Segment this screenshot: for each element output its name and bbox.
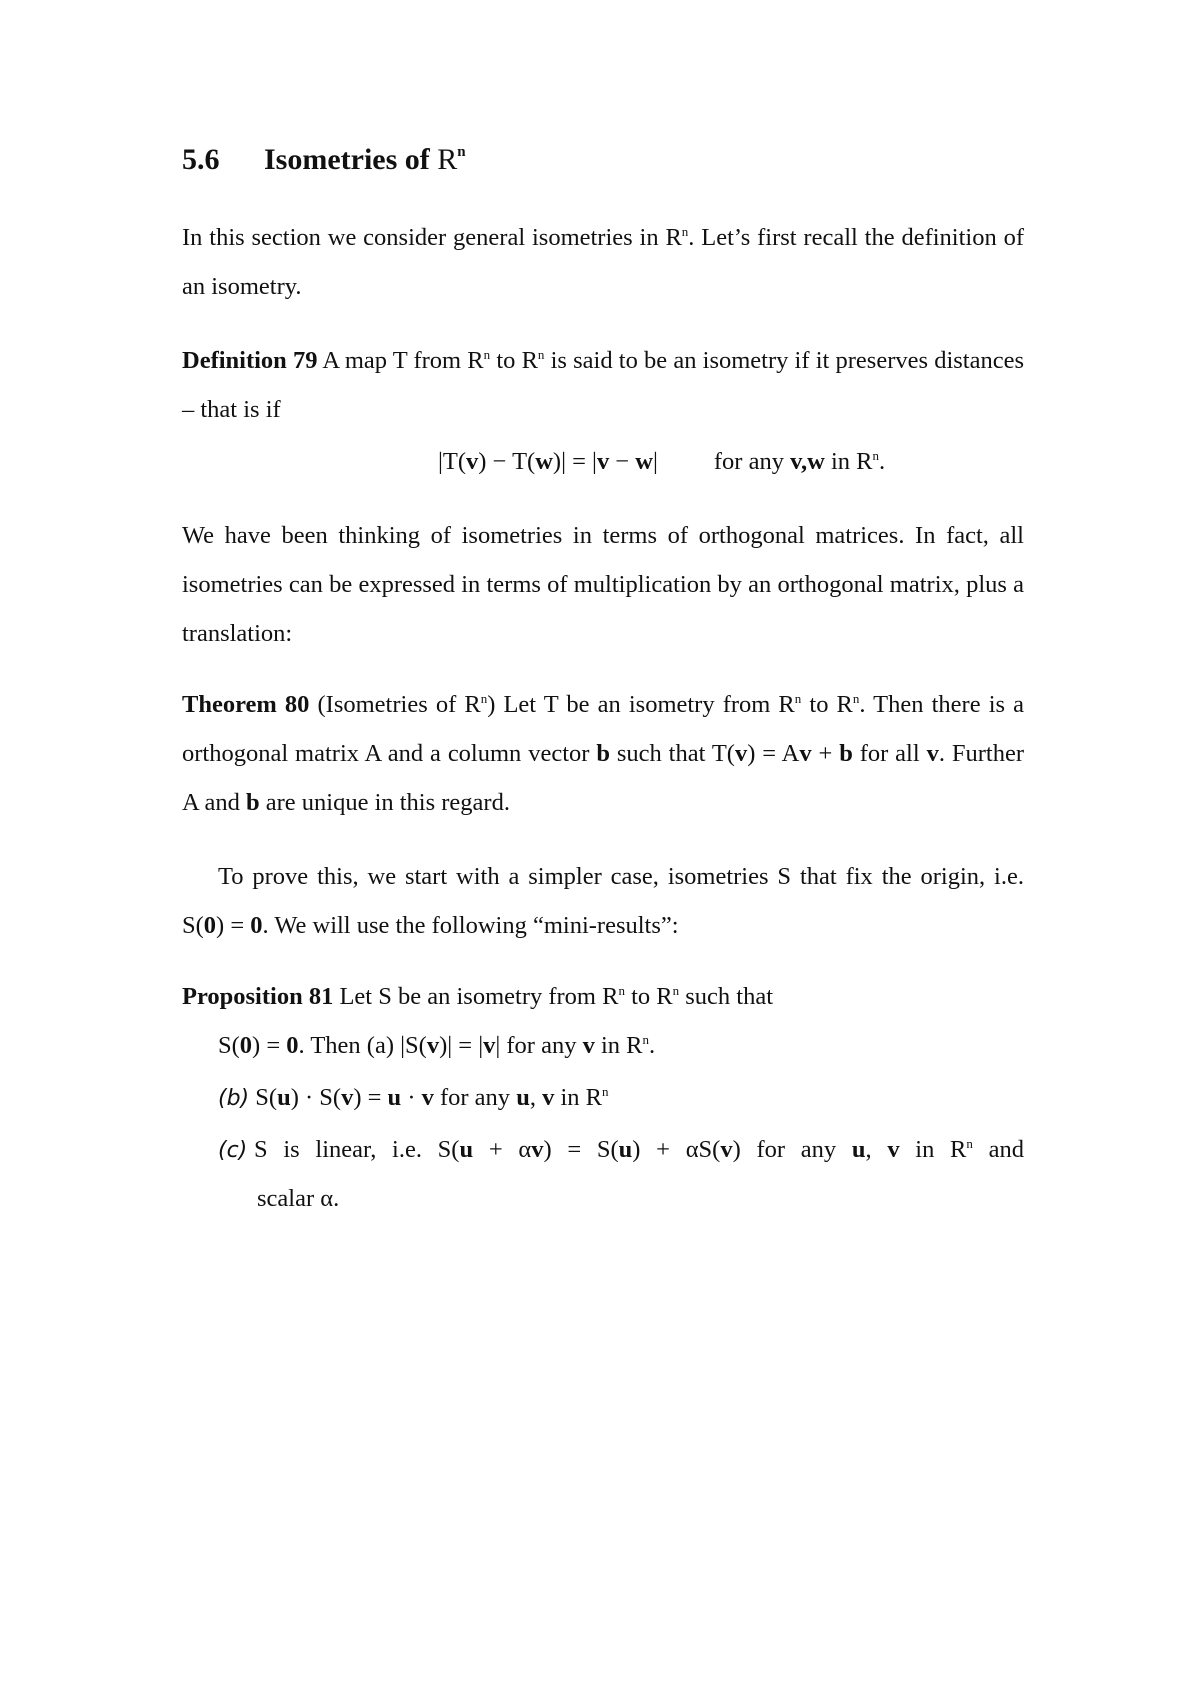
part-c-vector: v <box>720 1136 733 1163</box>
proof-intro-text: ) = <box>216 912 251 939</box>
definition-label: Definition 79 <box>182 347 318 374</box>
part-b-vector: u <box>387 1084 402 1111</box>
proposition-text: Let S be an isometry from R <box>333 983 619 1010</box>
proof-intro-text: . We will use the following “mini-results”: <box>262 912 679 939</box>
proposition-heading-line <box>182 972 773 1021</box>
theorem-sup: n <box>794 691 802 706</box>
part-c-text: ) + αS( <box>632 1136 721 1163</box>
part-c-vector: u <box>459 1136 474 1163</box>
part-a-text: )| = | <box>439 1032 484 1059</box>
intro-sup: n <box>681 224 689 239</box>
part-a-text: ) = <box>252 1032 287 1059</box>
theorem-vector: b <box>839 740 853 767</box>
part-b-text: , <box>529 1084 543 1111</box>
theorem-text: to R <box>801 691 853 718</box>
formula-part: )| = | <box>552 448 597 475</box>
theorem-vector: b <box>245 789 260 816</box>
proof-intro-paragraph <box>182 852 1024 950</box>
theorem-text: such that T( <box>609 740 735 767</box>
theorem-sup: n <box>480 691 488 706</box>
proposition-part-c-label <box>218 1125 247 1175</box>
definition-text-2: to R <box>490 347 538 374</box>
definition-sup-1: n <box>483 347 491 362</box>
formula-vector: v <box>466 448 479 475</box>
theorem-vector: v <box>799 740 812 767</box>
intro-paragraph <box>182 213 1024 311</box>
theorem-text: are unique in this regard. <box>259 789 510 816</box>
part-b-vector: u <box>277 1084 291 1111</box>
part-b-label: (b) <box>218 1086 250 1111</box>
part-c-label: (c) <box>218 1138 248 1163</box>
formula-vector: v,w <box>790 448 825 475</box>
proposition-text: to R <box>624 983 673 1010</box>
part-a-text: | for any <box>495 1032 583 1059</box>
intro-text-2: . Let’s first recall the definition of an isometry. <box>182 224 1024 300</box>
section-title-rn: R <box>437 143 458 176</box>
part-b-vector: v <box>542 1084 555 1111</box>
proposition-part-c-line2: scalar α. <box>257 1185 340 1212</box>
part-a-sup: n <box>642 1032 649 1047</box>
theorem-text: . Then there is a orthogonal matrix A and a column vector <box>182 691 1025 767</box>
formula-part: |T( <box>438 448 467 475</box>
theorem-text: (Isometries of R <box>309 691 481 718</box>
part-b-text: S( <box>249 1084 278 1111</box>
section-heading <box>182 140 466 180</box>
formula-part: . <box>878 448 886 475</box>
theorem-text: for all <box>852 740 927 767</box>
theorem-text: + <box>811 740 840 767</box>
part-a-vector: v <box>582 1032 595 1059</box>
part-a-text: in R <box>594 1032 643 1059</box>
theorem-sup: n <box>852 691 860 706</box>
formula-part: in R <box>824 448 873 475</box>
part-c-text: , <box>865 1136 888 1163</box>
proposition-part-a <box>218 1021 655 1070</box>
part-c-text: ) = S( <box>543 1136 619 1163</box>
part-a-text: . <box>649 1032 656 1059</box>
part-c-vector: u <box>618 1136 633 1163</box>
part-b-text: in R <box>554 1084 602 1111</box>
theorem-label: Theorem 80 <box>182 691 310 718</box>
part-c-sup: n <box>966 1136 973 1151</box>
part-b-text: for any <box>433 1084 517 1111</box>
zero-vector: 0 <box>203 912 217 939</box>
definition-text-1: A map T from R <box>317 347 484 374</box>
zero-vector: 0 <box>286 1032 299 1059</box>
theorem-text: ) Let T be an isometry from R <box>487 691 795 718</box>
proposition-sup: n <box>618 983 625 998</box>
proof-intro-text: To prove this, we start with a simpler case, isometries S that fix the origin, i.e. S( <box>182 863 1024 939</box>
proposition-text: such that <box>679 983 774 1010</box>
proposition-label: Proposition 81 <box>182 983 334 1010</box>
part-b-text: ) = <box>353 1084 388 1111</box>
formula-part: − <box>609 448 636 475</box>
theorem-vector: v <box>734 740 748 767</box>
intro-text-1: In this section we consider general isometries in R <box>182 224 682 251</box>
section-number: 5.6 <box>182 143 220 176</box>
definition-paragraph <box>182 336 1024 434</box>
formula-vector: w <box>635 448 653 475</box>
formula-sup: n <box>872 448 879 463</box>
formula-part: | <box>652 448 658 475</box>
part-b-text: ) · S( <box>290 1084 342 1111</box>
part-a-text: S( <box>218 1032 240 1059</box>
section-title-sup: n <box>457 144 466 160</box>
part-c-text: S is linear, i.e. S( <box>254 1136 460 1163</box>
proposition-part-b <box>218 1073 608 1123</box>
part-b-vector: u <box>516 1084 530 1111</box>
theorem-text: . Further A and <box>182 740 1024 816</box>
part-b-sup: n <box>601 1084 609 1099</box>
part-b-vector: v <box>421 1084 434 1111</box>
part-b-text: · <box>401 1084 422 1111</box>
part-b-vector: v <box>341 1084 354 1111</box>
formula-part: for any <box>713 448 791 475</box>
zero-vector: 0 <box>239 1032 253 1059</box>
part-c-vector: v <box>531 1136 544 1163</box>
orthogonal-paragraph: We have been thinking of isometries in terms of orthogonal matrices. In fact, all isometries can be expressed in terms of multiplication by an orthogonal matrix, plus a translation: <box>182 522 1024 647</box>
zero-vector: 0 <box>250 912 263 939</box>
part-c-vector: u <box>851 1136 866 1163</box>
theorem-text: ) = A <box>747 740 800 767</box>
proposition-sup: n <box>672 983 680 998</box>
part-c-text: + α <box>473 1136 532 1163</box>
isometry-formula <box>438 437 885 486</box>
part-c-vector: v <box>887 1136 900 1163</box>
section-title: Isometries of <box>264 143 430 176</box>
part-a-text: . Then (a) |S( <box>298 1032 427 1059</box>
part-a-vector: v <box>426 1032 440 1059</box>
theorem-vector: v <box>926 740 939 767</box>
part-c-text: ) for any <box>732 1136 852 1163</box>
theorem-vector: b <box>596 740 610 767</box>
part-c-text: in R <box>899 1136 967 1163</box>
formula-part: ) − T( <box>478 448 536 475</box>
part-a-vector: v <box>483 1032 496 1059</box>
formula-vector: v <box>596 448 610 475</box>
formula-vector: w <box>535 448 553 475</box>
definition-text-3: is said to be an isometry if it preserves distances – that is if <box>182 347 1025 423</box>
definition-sup-2: n <box>537 347 545 362</box>
part-c-text: and <box>972 1136 1024 1163</box>
theorem-paragraph <box>182 680 1024 827</box>
proposition-part-c-line1 <box>254 1125 1024 1174</box>
